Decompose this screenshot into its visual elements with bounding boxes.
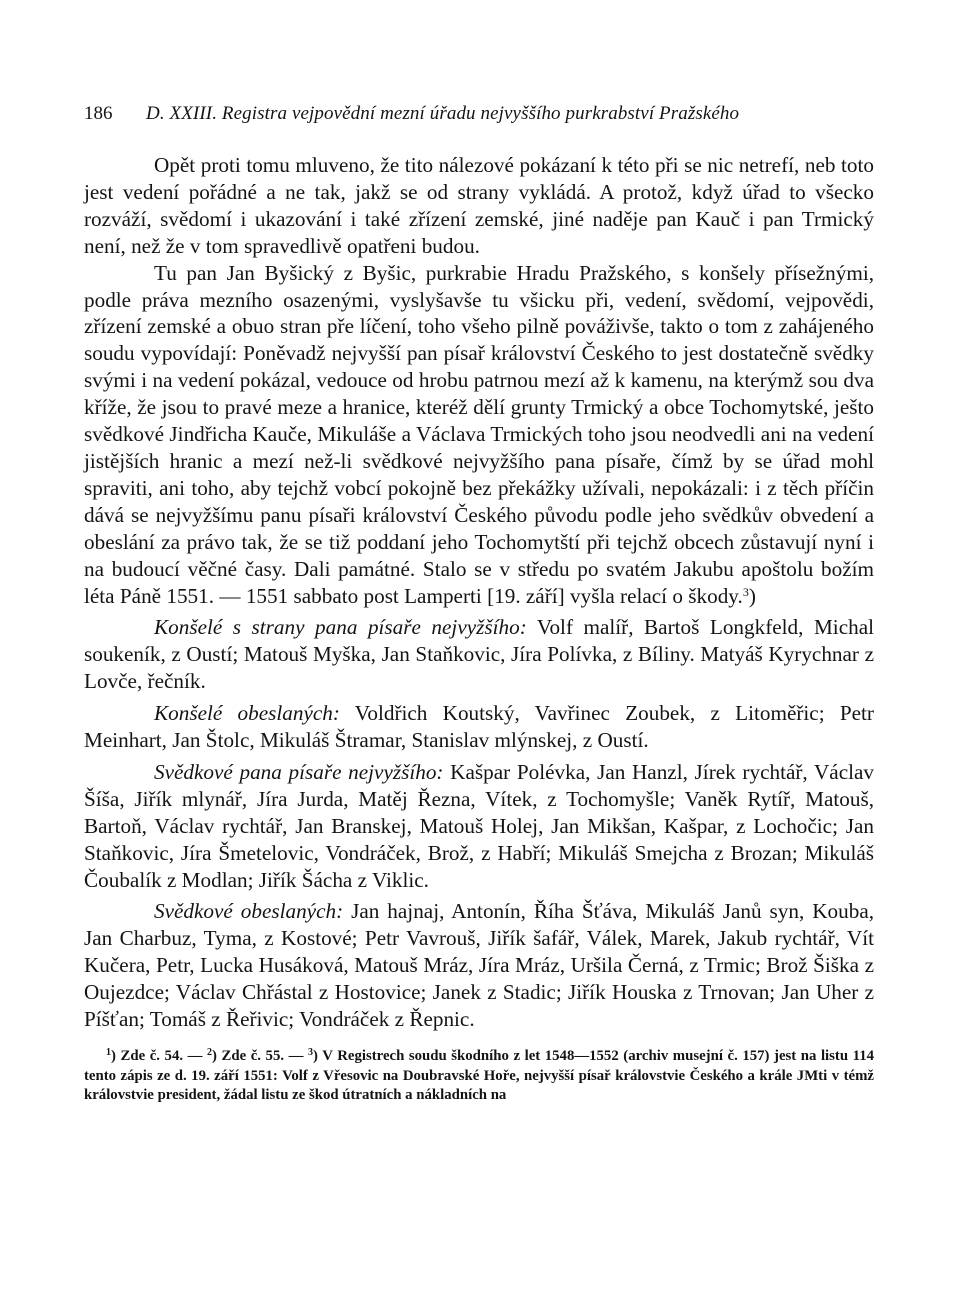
list-label: Svědkové pana písaře nejvyžšího: <box>154 759 444 784</box>
list-svedkove-obeslanych <box>84 898 874 1033</box>
footnote-2-text: Zde č. 55. — <box>221 1048 304 1064</box>
page-number: 186 <box>84 103 113 124</box>
list-text: Kašpar Polévka, Jan Hanzl, Jírek rychtář, Václav Šíša, Jiřík mlynář, Jíra Jurda, Matěj Řezna, Vítek, z Tochomyšle; Vaněk Rytíř, Matouš, Bartoň, Václav rychtář, Jan Branskej, Matouš Holej, Jan Mikšan, Kašpar, z Lochočic; Jan Staňkovic, Jíra Šmetelovic, Vondráček, Brož, z Habří; Mikuláš Smejcha z Brozan; Mikuláš Čoubalík z Modlan; Jiřík Šácha z Viklic. <box>84 759 874 892</box>
footnote-3-text: V Registrech soudu škodního z let 1548—1552 (archiv musejní č. 157) jest na listu 114 tento zápis ze d. 19. září 1551: Volf z Vřesovic na Doubravské Hoře, nejvyšší písař královstvie Českého a krále JMti v témž královstvie president, žádal listu ze škod útratních a nákladních na <box>84 1048 875 1103</box>
list-label: Svědkové obeslaných: <box>154 899 344 924</box>
page-header <box>84 103 874 143</box>
paragraph-2: Tu pan Jan Byšický z Byšic, purkrabie Hradu Pražského, s konšely přísežnými, podle práva mezního osazenými, vyslyšavše tu všicku při, vedení, svědomí, vejpovědi, zřízení zemské a obuo stran pře líčení, toho všeho pilně pováživše, takto o tom z zahájeného soudu vypovídají: Poněvadž nejvyšší pan písař království Českého to jest dostatečně svědky svými i na vedení pokázal, vedouce od hrobu patrnou mezí až k kamenu, na kterýmž sou dva kříže, že jsou to pravé meze a hranice, kteréž dělí grunty Trmický a obce Tochomytské, ješto svědkové Jindřicha Kauče, Mikuláše a Václava Trmických toho jsou neodvedli ani na vedení jistějších hranic a mezí než-li svědkové nejvyžšího pana písaře, čímž by se úřad mohl spraviti, ani toho, aby tejchž vobcí pokojně bez překážky užívali, nepokázali: i z těch příčin dává se nejvyžšímu panu písaři království Českého původu podle jeho svědkův obvedení a obeslání za právo tak, že se tiž poddaní jeho Tochomytští při tejchž obcech zůstavují nyní i na budoucí věčné časy. Dali památné. Stalo se v středu po svatém Jakubu apoštolu božím léta Páně 1551. — 1551 sabbato post Lamperti [19. září] vyšla relací o škody.$^3$) <box>84 260 874 608</box>
paragraph-1: Opět proti tomu mluveno, že tito nálezové pokázaní k této při se nic netrefí, neb toto jest vedení pořádné a ne tak, jakž se od strany vykládá. A protož, když úřad to všecko rozváží, svědomí i ukazování i také zřízení zemské, jiné naděje pan Kauč i pan Trmický není, než že v tom spravedlivě opatřeni budou. <box>84 153 874 258</box>
footnote-2-marker: 2 <box>207 1047 212 1058</box>
footnote-3-marker: 3 <box>308 1047 313 1058</box>
list-konsele-obeslanych <box>84 700 874 754</box>
body-text <box>84 152 874 1033</box>
footnote-ref-3: 3 <box>742 584 749 599</box>
footnote-1-text: Zde č. 54. — <box>120 1048 203 1064</box>
paragraph-2-text: Tu pan Jan Byšický z Byšic, purkrabie Hradu Pražského, s konšely přísežnými, podle práva mezního osazenými, vyslyšavše tu všicku při, vedení, svědomí, vejpovědi, zřízení zemské a obuo stran pře líčení, toho všeho pilně pováživše, takto o tom z zahájeného soudu vypovídají: Poněvadž nejvyšší pan písař království Českého to jest dostatečně svědky svými i na vedení pokázal, vedouce od hrobu patrnou mezí až k kamenu, na kterýmž sou dva kříže, že jsou to pravé meze a hranice, kteréž dělí grunty Trmický a obce Tochomytské, ješto svědkové Jindřicha Kauče, Mikuláše a Václava Trmických toho jsou neodvedli ani na vedení jistějších hranic a mezí než-li svědkové nejvyžšího pana písaře, čímž by se úřad mohl spraviti, ani toho, aby tejchž vobcí pokojně bez překážky užívali, nepokázali: i z těch příčin dává se nejvyžšímu panu písaři království Českého původu podle jeho svědkův obvedení a obeslání za právo tak, že se tiž poddaní jeho Tochomytští při tejchž obcech zůstavují nyní i na budoucí věčné časy. Dali památné. Stalo se v středu po svatém Jakubu apoštolu božím léta Páně 1551. — 1551 sabbato post Lamperti [19. září] vyšla relací o škody. <box>84 260 874 608</box>
list-label: Konšelé s strany pana písaře nejvyžšího: <box>154 615 527 640</box>
list-text: Jan hajnaj, Antonín, Říha Šťáva, Mikuláš Janů syn, Kouba, Jan Charbuz, Tyma, z Kostové; Petr Vavrouš, Jiřík šafář, Válek, Marek, Jakub rychtář, Vít Kučera, Petr, Lucka Husáková, Matouš Mráz, Jíra Mráz, Uršila Černá, z Trmic; Brož Šiška z Oujezdce; Václav Chřástal z Hostovice; Janek z Stadic; Jiřík Houska z Trnovan; Jan Uher z Píšťan; Tomáš z Řeřivic; Vondráček z Řepnic. <box>84 899 875 1032</box>
footnote-1-marker: 1 <box>106 1047 111 1058</box>
list-text: Volf malíř, Bartoš Longkfeld, Michal soukeník, z Oustí; Matouš Myška, Jan Staňkovic, Jíra Polívka, z Bíliny. Matyáš Kyrychnar z Lovče, řečník. <box>84 615 874 694</box>
footnote-block: $^1$) Zde č. 54. — $^2$) Zde č. 55. — $^3$) V Registrech soudu škodního z let 1548—1552 (archiv musejní č. 157) jest na listu 114 tento zápis ze d. 19. září 1551: Volf z Vřesovic na Doubravské Hoře, nejvyšší písař královstvie Českého a krále JMti v témž královstvie president, žádal listu ze škod útratních a nákladních na <box>84 1047 875 1103</box>
list-label: Konšelé obeslaných: <box>154 701 340 726</box>
footnotes <box>84 1047 874 1106</box>
list-text: Voldřich Koutský, Vavřinec Zoubek, z Litoměřic; Petr Meinhart, Jan Štolc, Mikuláš Štramar, Stanislav mlýnskej, z Oustí. <box>84 701 874 753</box>
list-konsele-pana-pisare <box>84 614 874 695</box>
list-svedkove-pana-pisare <box>84 759 874 894</box>
running-title: D. XXIII. Registra vejpovědní mezní úřadu nejvyššího purkrabství Pražského <box>146 103 740 124</box>
